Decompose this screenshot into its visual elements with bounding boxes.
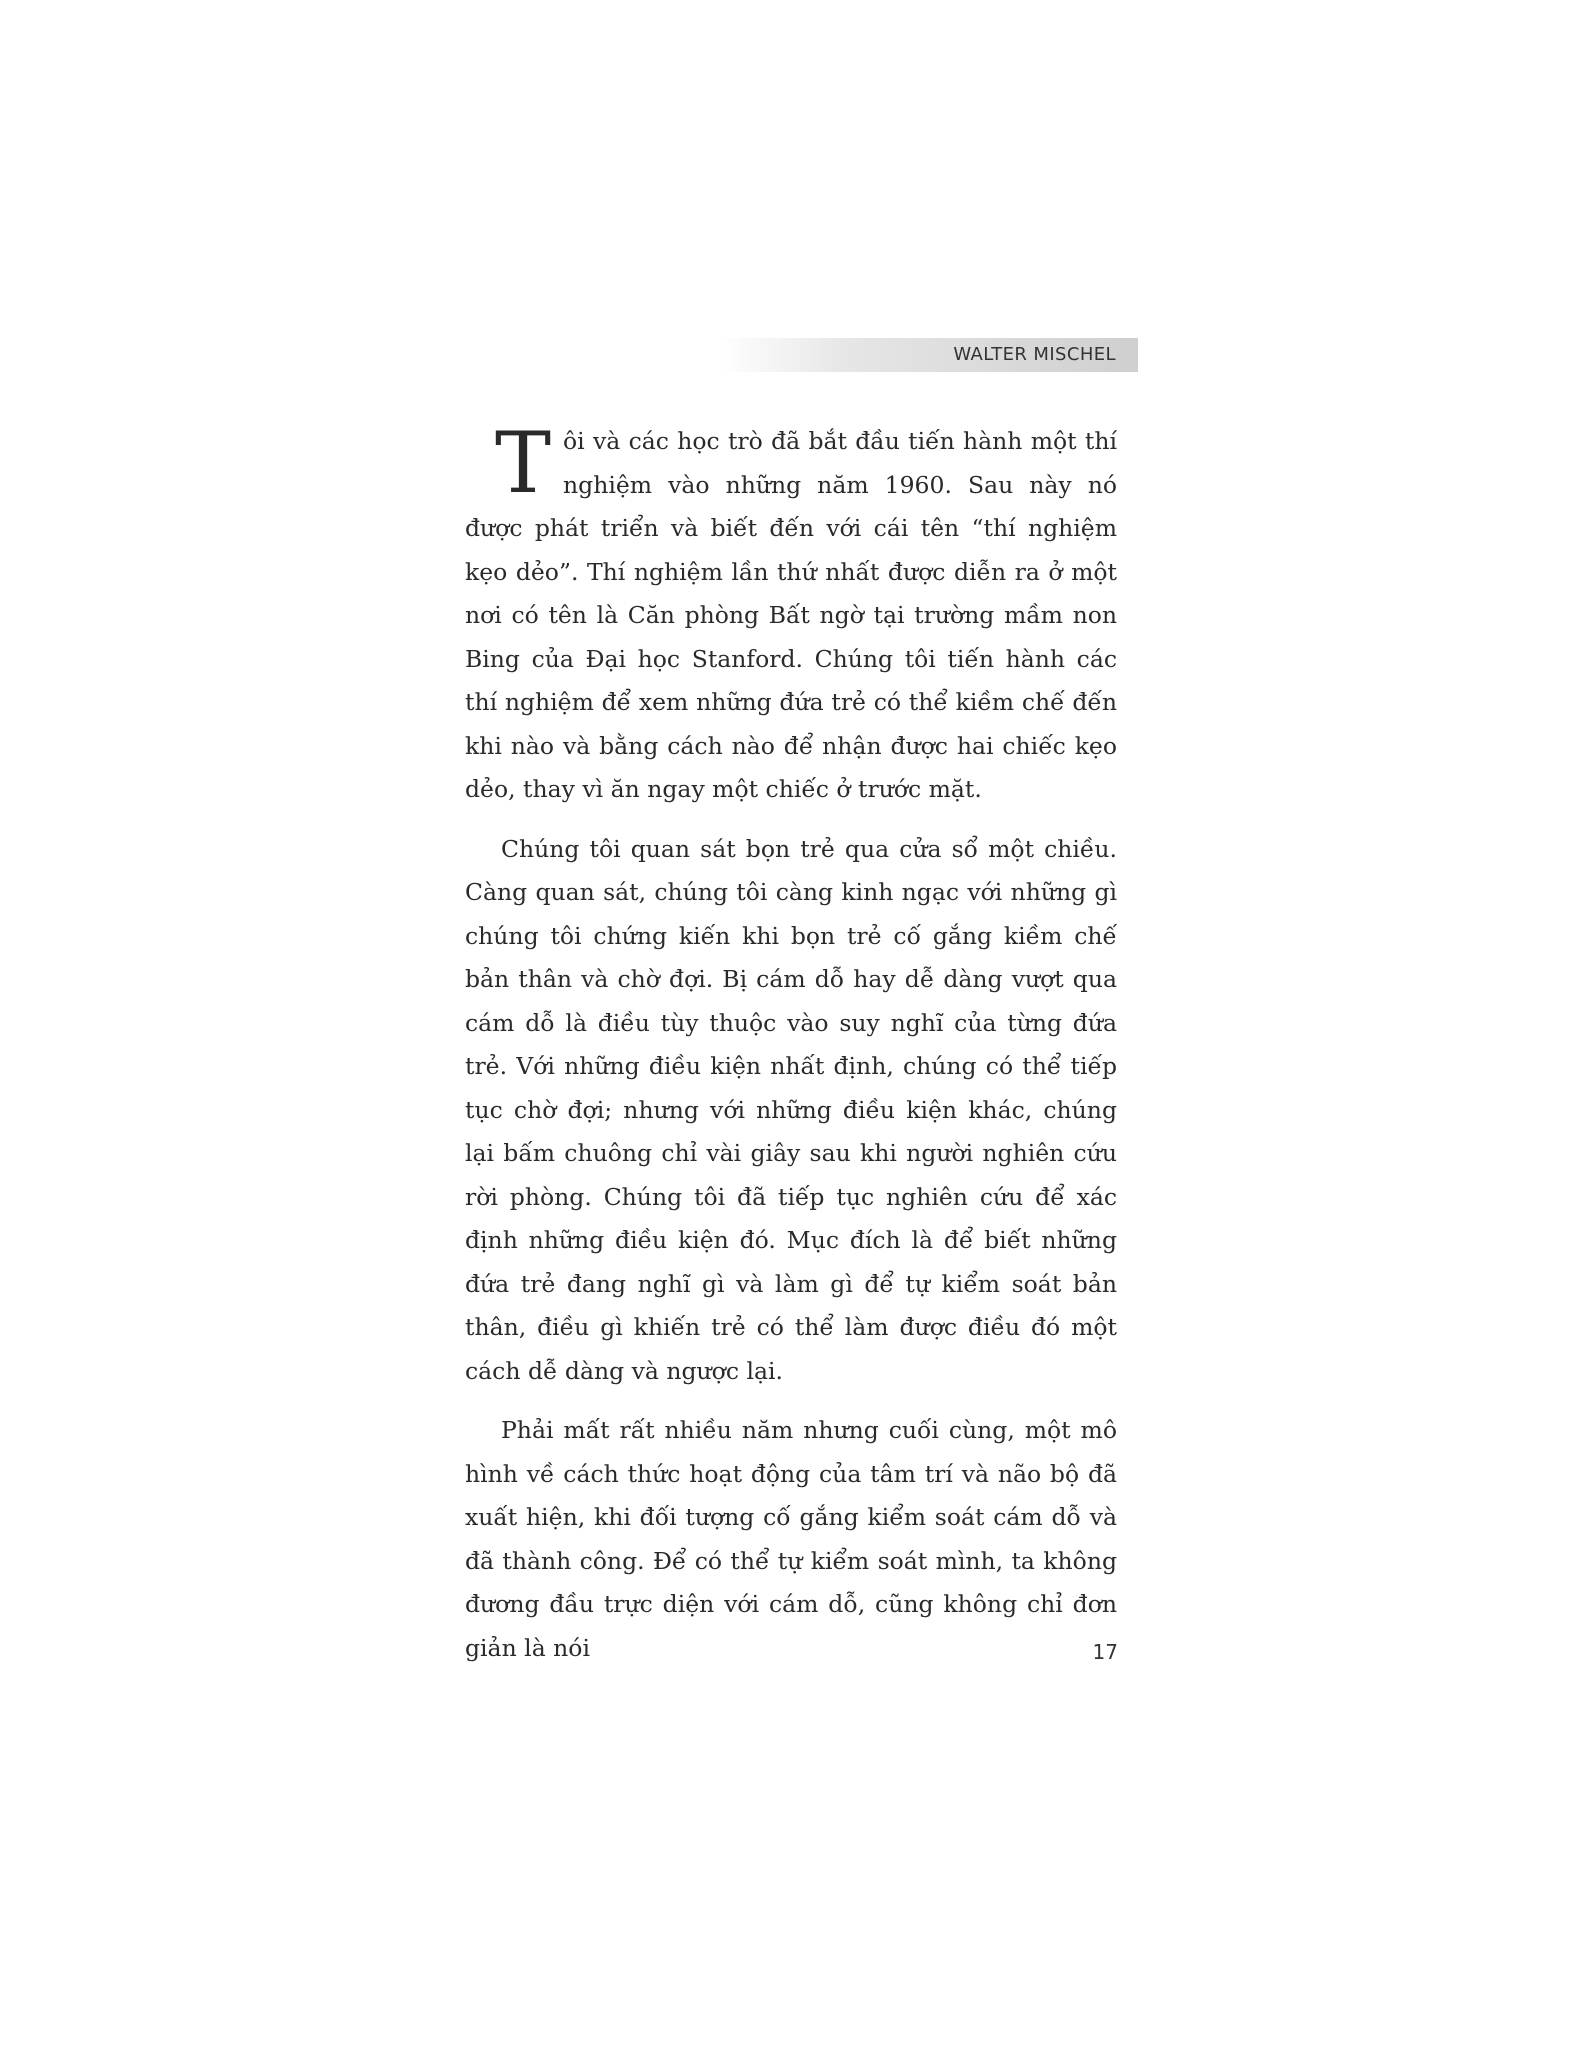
running-header: [720, 338, 1138, 372]
paragraph-1: [465, 414, 1117, 812]
paragraph-3: Phải mất rất nhiều năm nhưng cuối cùng, một mô hình về cách thức hoạt động của tâm trí và não bộ đã xuất hiện, khi đối tượng cố gắng kiểm soát cám dỗ và đã thành công. Để có thể tự kiểm soát mình, ta không đương đầu trực diện với cám dỗ, cũng không chỉ đơn giản là nói: [465, 1416, 1117, 1662]
paragraph-2: Chúng tôi quan sát bọn trẻ qua cửa sổ một chiều. Càng quan sát, chúng tôi càng kinh ngạc với những gì chúng tôi chứng kiến khi bọn trẻ cố gắng kiềm chế bản thân và chờ đợi. Bị cám dỗ hay dễ dàng vượt qua cám dỗ là điều tùy thuộc vào suy nghĩ của từng đứa trẻ. Với những điều kiện nhất định, chúng có thể tiếp tục chờ đợi; nhưng với những điều kiện khác, chúng lại bấm chuông chỉ vài giây sau khi người nghiên cứu rời phòng. Chúng tôi đã tiếp tục nghiên cứu để xác định những điều kiện đó. Mục đích là để biết những đứa trẻ đang nghĩ gì và làm gì để tự kiểm soát bản thân, điều gì khiến trẻ có thể làm được điều đó một cách dễ dàng và ngược lại.: [465, 834, 1117, 1385]
page-number: 17: [1092, 1640, 1118, 1664]
running-header-author: WALTER MISCHEL: [953, 344, 1116, 365]
drop-cap: T: [495, 414, 552, 512]
text-body: [465, 414, 1117, 1686]
paragraph-1-text: ôi và các học trò đã bắt đầu tiến hành một thí nghiệm vào những năm 1960. Sau này nó được phát triển và biết đến với cái tên “thí nghiệm kẹo dẻo”. Thí nghiệm lần thứ nhất được diễn ra ở một nơi có tên là Căn phòng Bất ngờ tại trường mầm non Bing của Đại học Stanford. Chúng tôi tiến hành các thí nghiệm để xem những đứa trẻ có thể kiềm chế đến khi nào và bằng cách nào để nhận được hai chiếc kẹo dẻo, thay vì ăn ngay một chiếc ở trước mặt.: [465, 427, 1117, 803]
